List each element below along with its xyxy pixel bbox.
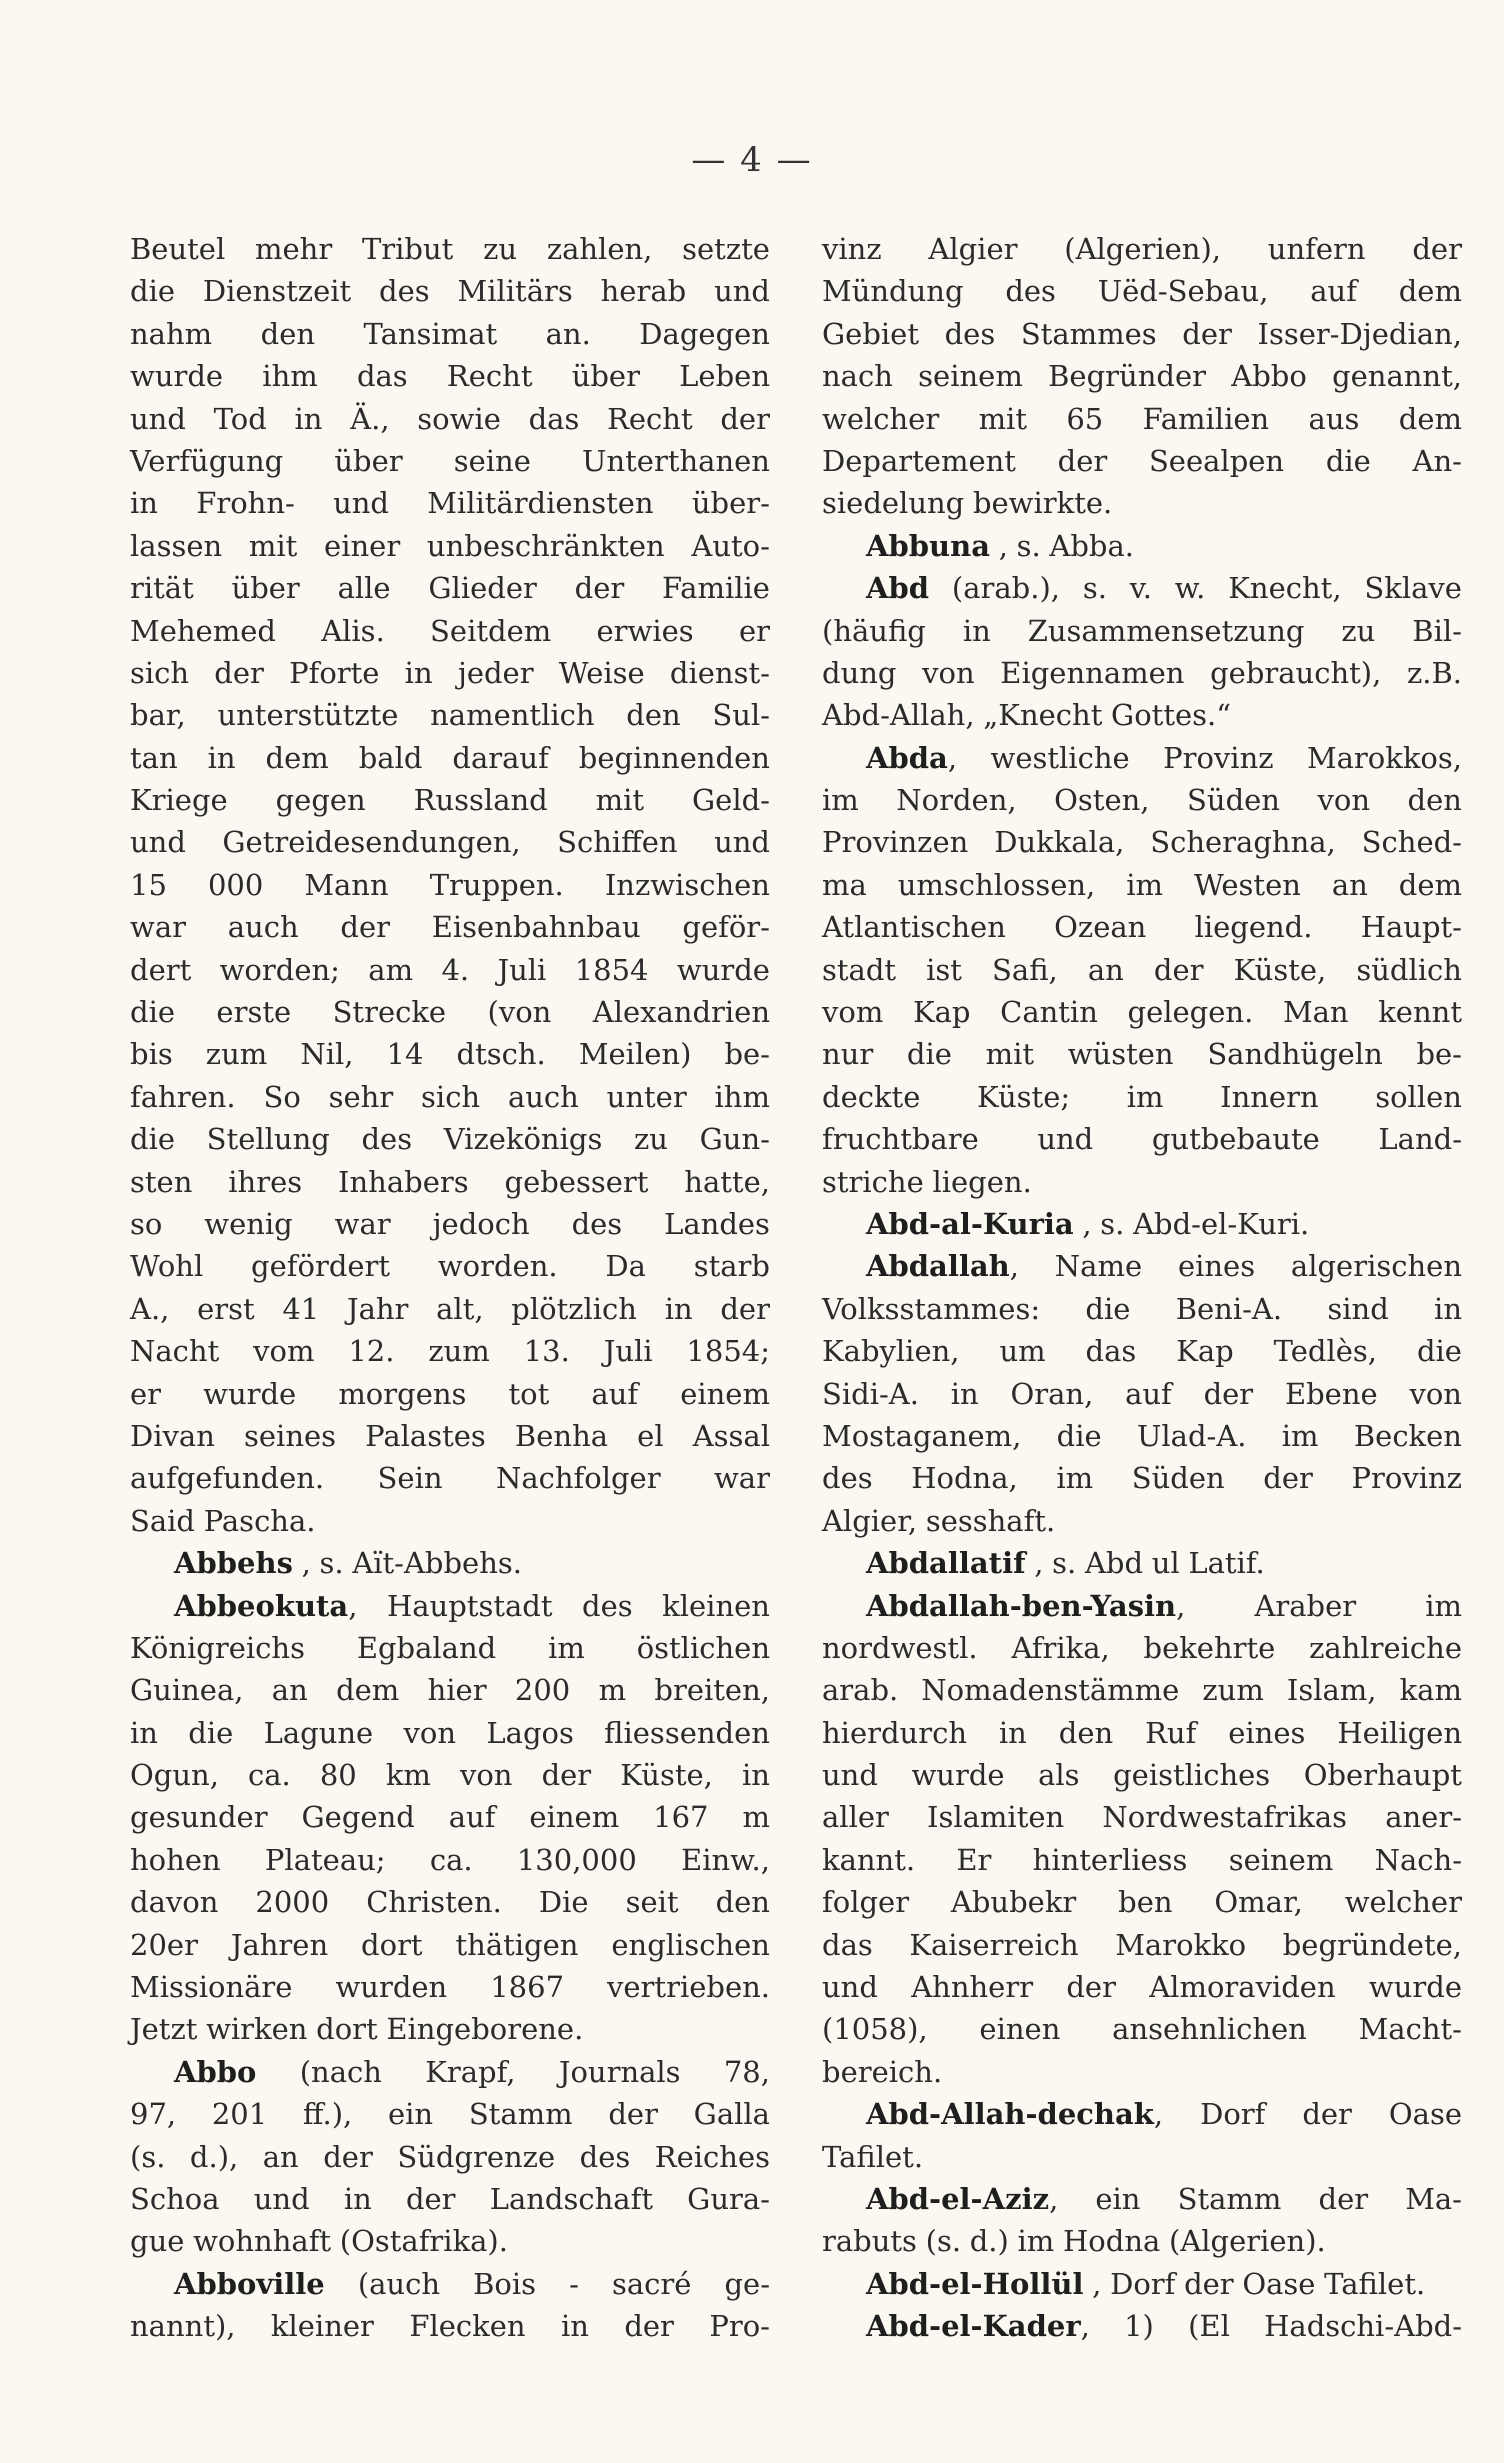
text-line: das Kaiserreich Marokko begründete, [822,1927,1462,1962]
entry-headword-line: Abda, westliche Provinz Marokkos, [866,740,1462,775]
text-line: bis zum Nil, 14 dtsch. Meilen) be- [130,1037,770,1072]
text-line: fruchtbare und gutbebaute Land- [822,1122,1462,1157]
text-line: Nacht vom 12. zum 13. Juli 1854; [130,1334,770,1369]
text-line: war auch der Eisenbahnbau geför- [130,910,770,945]
entry-headword: Abbehs [174,1546,293,1581]
text-line: davon 2000 Christen. Die seit den [130,1885,770,1920]
text-line: nannt), kleiner Flecken in der Pro- [130,2309,770,2344]
text-line: Tafilet. [822,2139,924,2174]
entry-headword: Abbo [174,2054,257,2089]
entry-headword: Abdallah [866,1249,1010,1284]
left-text-column [130,228,770,2348]
entry-headword-line: Abdallah-ben-Yasin, Araber im [866,1588,1462,1623]
text-line: hierdurch in den Ruf eines Heiligen [822,1715,1462,1750]
text-line: dung von Eigennamen gebraucht), z.B. [822,655,1462,690]
text-line: arab. Nomadenstämme zum Islam, kam [822,1673,1462,1708]
text-line: Schoa und in der Landschaft Gura- [130,2181,770,2216]
text-line: nahm den Tansimat an. Dagegen [130,316,770,351]
text-line: Abd-Allah, „Knecht Gottes.“ [822,698,1232,733]
text-line: gesunder Gegend auf einem 167 m [130,1800,770,1835]
entry-headword: Abdallah-ben-Yasin [866,1588,1177,1623]
entry-headword-line: Abd-el-Kader, 1) (El Hadschi-Abd- [866,2309,1462,2344]
text-line: Provinzen Dukkala, Scheraghna, Sched- [822,825,1462,860]
entry-headword: Abd-el-Kader [866,2309,1081,2344]
text-line: (1058), einen ansehnlichen Macht- [822,2012,1462,2047]
right-text-column [822,228,1462,2348]
text-line: Said Pascha. [130,1503,316,1538]
entry-headword: Abd-el-Hollül [866,2266,1084,2301]
text-line: und wurde als geistliches Oberhaupt [822,1758,1462,1793]
text-line: hohen Plateau; ca. 130,000 Einw., [130,1842,770,1877]
entry-headword-line: Abd-el-Hollül , Dorf der Oase Tafilet. [866,2266,1426,2301]
text-line: stadt ist Safi, an der Küste, südlich [822,952,1462,987]
text-line: folger Abubekr ben Omar, welcher [822,1885,1462,1920]
text-line: wurde ihm das Recht über Leben [130,359,770,394]
text-line: 97, 201 ff.), ein Stamm der Galla [130,2097,770,2132]
text-line: Wohl gefördert worden. Da starb [130,1249,770,1284]
page-number: — 4 — [691,140,813,180]
entry-headword-line: Abbo (nach Krapf, Journals 78, [174,2054,770,2089]
entry-headword-line: Abdallatif , s. Abd ul Latif. [866,1546,1265,1581]
text-line: tan in dem bald darauf beginnenden [130,740,770,775]
text-line: A., erst 41 Jahr alt, plötzlich in der [130,1291,770,1326]
text-line: Jetzt wirken dort Eingeborene. [130,2012,584,2047]
text-line: nur die mit wüsten Sandhügeln be- [822,1037,1462,1072]
text-line: welcher mit 65 Familien aus dem [822,401,1462,436]
text-line: und Tod in Ä., sowie das Recht der [130,401,770,436]
text-line: striche liegen. [822,1164,1032,1199]
text-line: Algier, sesshaft. [822,1503,1056,1538]
entry-headword-line: Abbuna , s. Abba. [866,528,1134,563]
text-line: aller Islamiten Nordwestafrikas aner- [822,1800,1462,1835]
text-line: Mündung des Uëd-Sebau, auf dem [822,274,1462,309]
entry-headword-line: Abbehs , s. Aït-Abbehs. [174,1546,522,1581]
entry-headword-line: Abd-Allah-dechak, Dorf der Oase [866,2097,1462,2132]
entry-headword-line: Abd (arab.), s. v. w. Knecht, Sklave [866,571,1462,606]
text-line: Mostaganem, die Ulad-A. im Becken [822,1418,1462,1453]
text-line: so wenig war jedoch des Landes [130,1206,770,1241]
entry-headword: Abdallatif [866,1546,1026,1581]
text-line: (häufig in Zusammensetzung zu Bil- [822,613,1462,648]
text-line: Mehemed Alis. Seitdem erwies er [130,613,770,648]
text-line: dert worden; am 4. Juli 1854 wurde [130,952,770,987]
text-line: in die Lagune von Lagos fliessenden [130,1715,770,1750]
text-line: (s. d.), an der Südgrenze des Reiches [130,2139,770,2174]
text-line: 20er Jahren dort thätigen englischen [130,1927,770,1962]
text-line: Volksstammes: die Beni-A. sind in [822,1291,1462,1326]
text-line: 15 000 Mann Truppen. Inzwischen [130,867,770,902]
entry-headword: Abda [866,740,948,775]
text-line: fahren. So sehr sich auch unter ihm [130,1079,770,1114]
text-line: im Norden, Osten, Süden von den [822,783,1462,818]
text-line: die Stellung des Vizekönigs zu Gun- [130,1122,770,1157]
entry-headword-line: Abboville (auch Bois - sacré ge- [174,2266,770,2301]
text-line: deckte Küste; im Innern sollen [822,1079,1462,1114]
text-line: Ogun, ca. 80 km von der Küste, in [130,1758,770,1793]
text-line: und Ahnherr der Almoraviden wurde [822,1970,1462,2005]
entry-headword: Abd-al-Kuria [866,1206,1074,1241]
text-line: Departement der Seealpen die An- [822,443,1462,478]
text-line: Kriege gegen Russland mit Geld- [130,783,770,818]
text-line: nordwestl. Afrika, bekehrte zahlreiche [822,1630,1462,1665]
entry-headword: Abd-Allah-dechak [866,2097,1154,2132]
text-line: Missionäre wurden 1867 vertrieben. [130,1970,770,2005]
entry-headword: Abbuna [866,528,991,563]
text-line: aufgefunden. Sein Nachfolger war [130,1461,770,1496]
text-line: er wurde morgens tot auf einem [130,1376,770,1411]
entry-headword-line: Abd-al-Kuria , s. Abd-el-Kuri. [866,1206,1310,1241]
text-line: des Hodna, im Süden der Provinz [822,1461,1462,1496]
entry-headword: Abbeokuta [174,1588,349,1623]
text-line: sten ihres Inhabers gebessert hatte, [130,1164,770,1199]
text-line: vom Kap Cantin gelegen. Man kennt [822,995,1462,1030]
entry-headword: Abd-el-Aziz [866,2181,1050,2216]
text-line: nach seinem Begründer Abbo genannt, [822,359,1462,394]
entry-headword: Abd [866,571,930,606]
text-line: Divan seines Palastes Benha el Assal [130,1418,770,1453]
text-line: Guinea, an dem hier 200 m breiten, [130,1673,770,1708]
text-line: Verfügung über seine Unterthanen [130,443,770,478]
text-line: die Dienstzeit des Militärs herab und [130,274,770,309]
entry-headword-line: Abd-el-Aziz, ein Stamm der Ma- [866,2181,1462,2216]
text-line: Beutel mehr Tribut zu zahlen, setzte [130,232,770,266]
text-line: Atlantischen Ozean liegend. Haupt- [822,910,1462,945]
text-line: die erste Strecke (von Alexandrien [130,995,770,1030]
text-line: gue wohnhaft (Ostafrika). [130,2224,508,2259]
text-line: rabuts (s. d.) im Hodna (Algerien). [822,2224,1326,2259]
text-line: und Getreidesendungen, Schiffen und [130,825,770,860]
text-line: in Frohn- und Militärdiensten über- [130,486,770,521]
text-line: Königreichs Egbaland im östlichen [130,1630,770,1665]
text-line: vinz Algier (Algerien), unfern der [822,232,1462,266]
text-line: Sidi-A. in Oran, auf der Ebene von [822,1376,1462,1411]
text-line: lassen mit einer unbeschränkten Auto- [130,528,770,563]
text-line: ma umschlossen, im Westen an dem [822,867,1462,902]
entry-headword-line: Abbeokuta, Hauptstadt des kleinen [174,1588,770,1623]
text-line: kannt. Er hinterliess seinem Nach- [822,1842,1462,1877]
entry-headword: Abboville [174,2266,325,2301]
entry-headword-line: Abdallah, Name eines algerischen [866,1249,1462,1284]
text-line: siedelung bewirkte. [822,486,1113,521]
text-line: sich der Pforte in jeder Weise dienst- [130,655,770,690]
text-line: bar, unterstützte namentlich den Sul- [130,698,770,733]
text-line: Gebiet des Stammes der Isser-Djedian, [822,316,1462,351]
text-line: Kabylien, um das Kap Tedlès, die [822,1334,1462,1369]
text-line: bereich. [822,2054,943,2089]
text-line: rität über alle Glieder der Familie [130,571,770,606]
